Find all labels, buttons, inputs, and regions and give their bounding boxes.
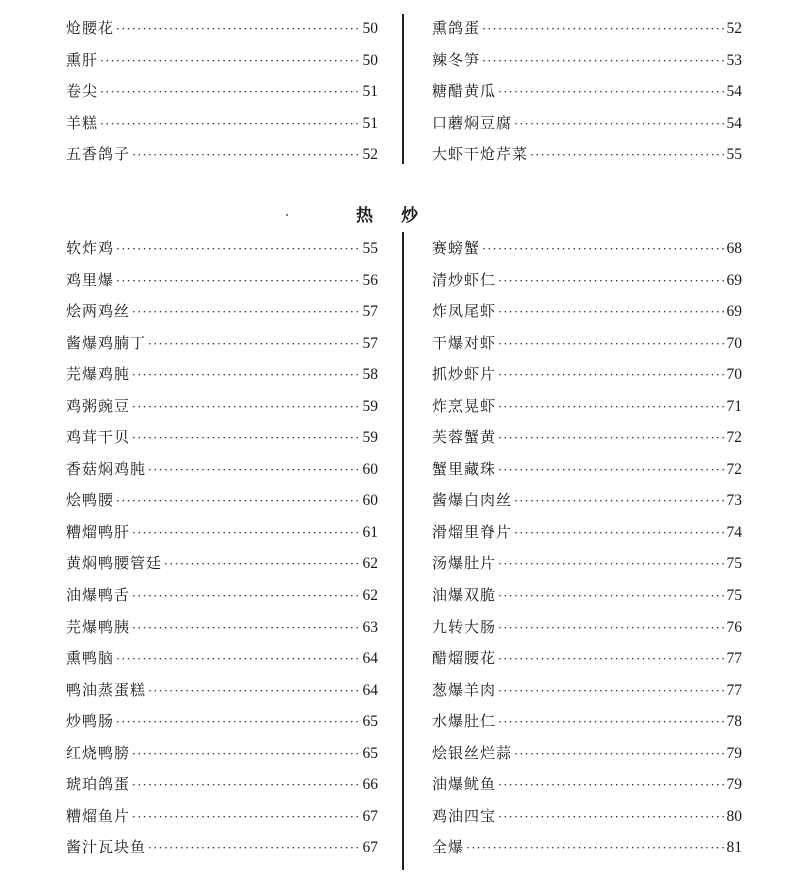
toc-entry: [66, 81, 378, 101]
toc-entry-page: 50: [362, 51, 378, 69]
toc-entry-name: 芙蓉蟹黄: [432, 428, 497, 447]
toc-entry: [432, 364, 742, 384]
dot-leader: [132, 618, 360, 638]
toc-entry: [66, 585, 378, 605]
toc-entry: [66, 743, 378, 763]
dot-leader: [498, 365, 724, 385]
toc-entry: [432, 81, 742, 101]
toc-entry-name: 赛螃蟹: [432, 239, 481, 257]
toc-entry-name: 熏鸭脑: [66, 649, 115, 668]
dot-leader: [498, 775, 724, 795]
toc-entry-page: 59: [362, 397, 378, 415]
dot-leader: [498, 302, 724, 322]
toc-entry-page: 70: [726, 366, 742, 384]
toc-column-bottom-right: [432, 238, 742, 869]
toc-entry-page: 50: [362, 20, 378, 37]
toc-entry-page: 61: [362, 523, 378, 541]
toc-entry-name: 糟熘鸭肝: [66, 522, 131, 541]
toc-entry: [66, 711, 378, 731]
toc-entry-name: 滑熘里脊片: [432, 522, 513, 541]
toc-entry-page: 63: [362, 618, 378, 636]
dot-leader: [498, 586, 724, 606]
toc-entry: [66, 50, 378, 70]
toc-entry-page: 69: [726, 271, 742, 289]
dot-leader: [514, 491, 724, 511]
toc-entry-page: 72: [726, 429, 742, 447]
toc-entry-page: 76: [726, 618, 742, 636]
toc-entry-page: 65: [362, 713, 378, 731]
toc-entry-name: 酱爆白肉丝: [432, 491, 513, 510]
toc-entry: [66, 648, 378, 668]
dot-leader: [132, 523, 360, 543]
toc-entry: [66, 837, 378, 857]
dot-leader: [116, 239, 360, 259]
dot-leader: [132, 807, 360, 827]
dot-leader: [498, 460, 724, 480]
toc-entry-page: 69: [726, 303, 742, 321]
toc-entry-page: 65: [362, 744, 378, 762]
toc-entry: [66, 18, 378, 38]
dot-leader: [132, 744, 360, 764]
toc-entry-page: 62: [362, 587, 378, 605]
toc-entry-page: 52: [726, 20, 742, 37]
toc-entry-page: 58: [362, 366, 378, 384]
dot-leader: [482, 19, 724, 39]
toc-entry: [66, 774, 378, 794]
toc-entry-name: 芫爆鸭胰: [66, 617, 131, 636]
dot-leader: [116, 649, 360, 669]
toc-entry-page: 74: [726, 523, 742, 541]
toc-entry-name: 香菇焖鸡肫: [66, 459, 147, 478]
toc-entry-page: 79: [726, 776, 742, 794]
dot-leader: [132, 145, 360, 165]
toc-entry-page: 66: [362, 776, 378, 794]
toc-column-top-right: [432, 18, 742, 176]
toc-entry-name: 汤爆肚片: [432, 554, 497, 573]
toc-entry-name: 卷尖: [66, 82, 99, 101]
toc-entry: [432, 459, 742, 479]
section-title: 热炒: [356, 206, 446, 226]
toc-entry: [66, 113, 378, 133]
toc-entry-name: 抓炒虾片: [432, 365, 497, 384]
toc-entry-name: 油爆双脆: [432, 586, 497, 605]
toc-entry-name: 辣冬笋: [432, 50, 481, 69]
dot-leader: [514, 744, 724, 764]
toc-entry-page: 57: [362, 334, 378, 352]
column-divider-bottom: [402, 232, 404, 870]
toc-entry: [432, 774, 742, 794]
print-speck: [286, 214, 288, 216]
toc-entry: [432, 553, 742, 573]
toc-entry: [66, 144, 378, 164]
toc-entry-name: 鸡茸干贝: [66, 428, 131, 447]
dot-leader: [164, 554, 360, 574]
toc-entry: [432, 18, 742, 38]
toc-entry-page: 75: [726, 555, 742, 573]
dot-leader: [132, 775, 360, 795]
dot-leader: [498, 271, 724, 291]
toc-column-bottom-left: [66, 238, 378, 869]
toc-entry-name: 熏肝: [66, 50, 99, 69]
toc-entry-page: 64: [362, 650, 378, 668]
toc-entry-page: 62: [362, 555, 378, 573]
toc-entry: [432, 617, 742, 637]
dot-leader: [482, 51, 724, 71]
toc-entry: [432, 144, 742, 164]
toc-entry: [432, 301, 742, 321]
toc-entry-page: 51: [362, 83, 378, 101]
toc-entry-page: 79: [726, 744, 742, 762]
toc-entry: [66, 806, 378, 826]
toc-entry-name: 芫爆鸡肫: [66, 365, 131, 384]
toc-entry-name: 酱爆鸡腩丁: [66, 333, 147, 352]
dot-leader: [116, 271, 360, 291]
toc-entry: [432, 396, 742, 416]
toc-column-top-left: [66, 18, 378, 176]
toc-entry: [432, 238, 742, 258]
toc-entry-page: 60: [362, 492, 378, 510]
toc-entry-name: 蟹里藏珠: [432, 459, 497, 478]
toc-entry-page: 71: [726, 397, 742, 415]
dot-leader: [498, 618, 724, 638]
toc-entry-page: 73: [726, 492, 742, 510]
toc-entry: [66, 333, 378, 353]
toc-entry: [66, 680, 378, 700]
toc-entry: [432, 270, 742, 290]
toc-entry: [66, 427, 378, 447]
toc-entry-name: 鸡里爆: [66, 270, 115, 289]
toc-entry-page: 52: [362, 146, 378, 164]
dot-leader: [498, 397, 724, 417]
toc-entry-name: 九转大肠: [432, 617, 497, 636]
toc-entry: [432, 837, 742, 857]
toc-entry: [66, 301, 378, 321]
toc-entry-name: 酱汁瓦块鱼: [66, 838, 147, 857]
toc-entry-name: 软炸鸡: [66, 239, 115, 257]
dot-leader: [498, 82, 724, 102]
dot-leader: [116, 19, 360, 39]
toc-entry-name: 全爆: [432, 838, 465, 857]
toc-entry-page: 70: [726, 334, 742, 352]
dot-leader: [100, 114, 360, 134]
dot-leader: [498, 712, 724, 732]
dot-leader: [100, 82, 360, 102]
toc-entry-name: 大虾干炝芹菜: [432, 145, 529, 164]
toc-entry: [432, 50, 742, 70]
toc-entry-name: 琥珀鸽蛋: [66, 775, 131, 794]
dot-leader: [498, 649, 724, 669]
dot-leader: [530, 145, 724, 165]
dot-leader: [482, 239, 724, 259]
toc-entry-name: 红烧鸭膀: [66, 743, 131, 762]
dot-leader: [116, 712, 360, 732]
toc-entry-page: 75: [726, 587, 742, 605]
toc-entry-page: 77: [726, 650, 742, 668]
toc-entry-name: 醋熘腰花: [432, 649, 497, 668]
toc-entry: [66, 522, 378, 542]
toc-entry-page: 64: [362, 681, 378, 699]
toc-entry: [432, 113, 742, 133]
dot-leader: [514, 523, 724, 543]
toc-entry-page: 54: [726, 114, 742, 132]
toc-entry-name: 糟熘鱼片: [66, 806, 131, 825]
toc-entry: [66, 459, 378, 479]
toc-entry-name: 烩鸭腰: [66, 491, 115, 510]
dot-leader: [132, 365, 360, 385]
toc-entry-page: 59: [362, 429, 378, 447]
toc-entry-page: 55: [362, 240, 378, 257]
toc-entry-page: 78: [726, 713, 742, 731]
toc-entry-name: 炝腰花: [66, 19, 115, 37]
toc-entry-name: 熏鸽蛋: [432, 19, 481, 37]
toc-entry-page: 54: [726, 83, 742, 101]
toc-entry-name: 五香鸽子: [66, 145, 131, 164]
toc-entry: [66, 364, 378, 384]
dot-leader: [498, 807, 724, 827]
toc-entry-name: 水爆肚仁: [432, 712, 497, 731]
toc-entry-name: 炸烹晃虾: [432, 396, 497, 415]
toc-entry-page: 68: [726, 240, 742, 257]
toc-entry-page: 72: [726, 460, 742, 478]
toc-entry-name: 葱爆羊肉: [432, 680, 497, 699]
toc-entry: [432, 711, 742, 731]
toc-entry-page: 80: [726, 807, 742, 825]
toc-entry: [432, 680, 742, 700]
toc-entry: [432, 806, 742, 826]
toc-entry-page: 51: [362, 114, 378, 132]
toc-entry-page: 57: [362, 303, 378, 321]
toc-entry: [432, 522, 742, 542]
toc-entry: [66, 617, 378, 637]
toc-entry: [432, 427, 742, 447]
toc-entry-name: 清炒虾仁: [432, 270, 497, 289]
toc-entry-name: 口蘑焖豆腐: [432, 113, 513, 132]
toc-entry-name: 鸭油蒸蛋糕: [66, 680, 147, 699]
toc-entry: [432, 743, 742, 763]
toc-entry: [66, 553, 378, 573]
toc-entry-name: 黄焖鸭腰管廷: [66, 554, 163, 573]
dot-leader: [148, 681, 360, 701]
dot-leader: [132, 302, 360, 322]
dot-leader: [148, 838, 360, 858]
toc-entry-page: 56: [362, 271, 378, 289]
toc-entry-name: 鸡油四宝: [432, 806, 497, 825]
dot-leader: [100, 51, 360, 71]
toc-entry-name: 炒鸭肠: [66, 712, 115, 731]
toc-entry-page: 55: [726, 146, 742, 164]
dot-leader: [132, 397, 360, 417]
toc-entry-name: 烩银丝烂蒜: [432, 743, 513, 762]
dot-leader: [132, 428, 360, 448]
toc-entry-name: 烩两鸡丝: [66, 302, 131, 321]
dot-leader: [498, 428, 724, 448]
toc-entry: [432, 585, 742, 605]
toc-entry-name: 油爆鱿鱼: [432, 775, 497, 794]
toc-entry-name: 糖醋黄瓜: [432, 82, 497, 101]
column-divider-top: [402, 14, 404, 164]
toc-entry: [66, 270, 378, 290]
toc-entry: [66, 396, 378, 416]
toc-entry: [66, 490, 378, 510]
toc-entry-name: 羊糕: [66, 113, 99, 132]
toc-entry: [432, 490, 742, 510]
dot-leader: [148, 334, 360, 354]
toc-entry-name: 炸凤尾虾: [432, 302, 497, 321]
toc-entry-page: 81: [726, 839, 742, 857]
toc-entry-name: 油爆鸭舌: [66, 586, 131, 605]
toc-entry-page: 53: [726, 51, 742, 69]
dot-leader: [498, 334, 724, 354]
dot-leader: [116, 491, 360, 511]
toc-entry-page: 77: [726, 681, 742, 699]
toc-entry-page: 67: [362, 807, 378, 825]
toc-entry-page: 67: [362, 839, 378, 857]
toc-entry-name: 鸡粥豌豆: [66, 396, 131, 415]
dot-leader: [466, 838, 724, 858]
toc-entry-name: 干爆对虾: [432, 333, 497, 352]
toc-entry-page: 60: [362, 460, 378, 478]
dot-leader: [514, 114, 724, 134]
toc-entry: [432, 333, 742, 353]
dot-leader: [498, 681, 724, 701]
dot-leader: [132, 586, 360, 606]
toc-entry: [66, 238, 378, 258]
dot-leader: [148, 460, 360, 480]
toc-entry: [432, 648, 742, 668]
dot-leader: [498, 554, 724, 574]
